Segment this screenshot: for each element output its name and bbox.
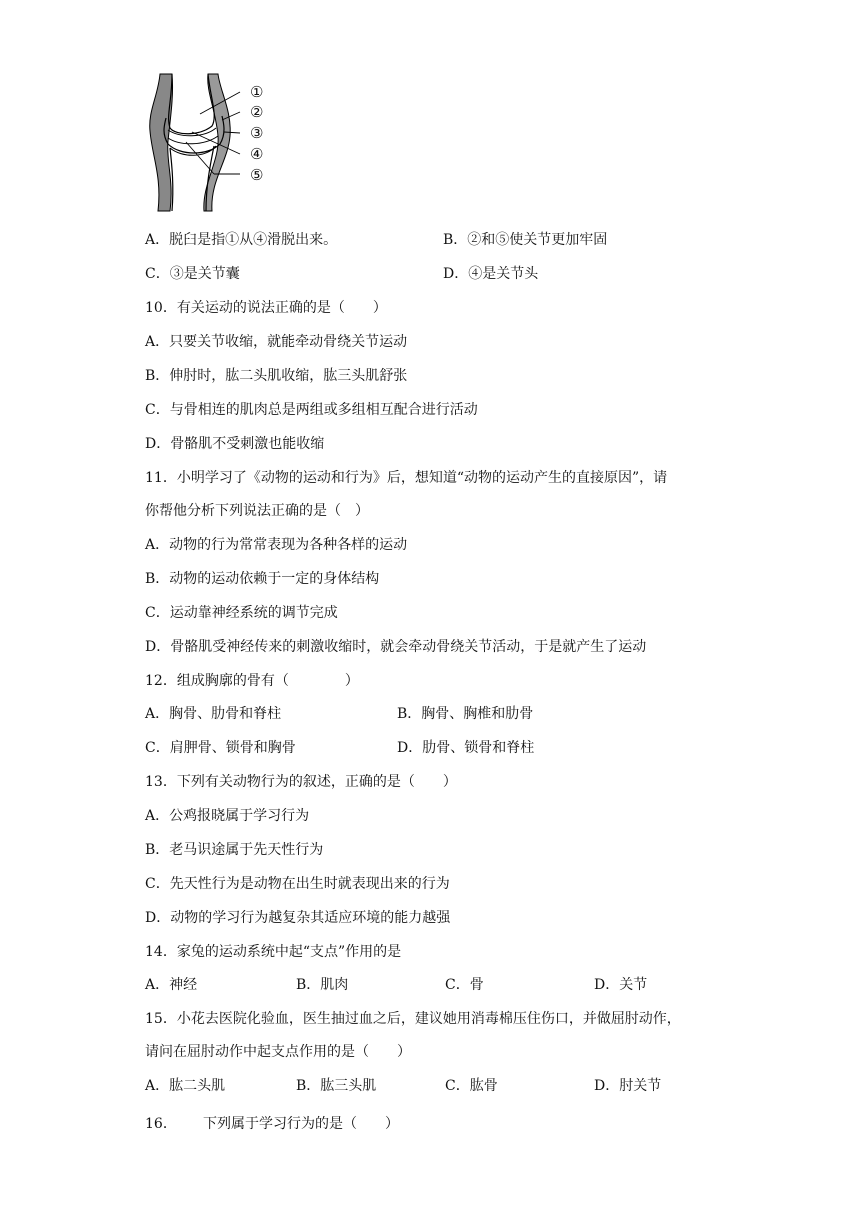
q10-option-a: A．只要关节收缩，就能牵动骨绕关节运动: [145, 334, 408, 350]
q13-option-a: A．公鸡报晓属于学习行为: [145, 808, 310, 824]
figure-label-1: ①: [250, 83, 264, 101]
q15-option-a: A．肱二头肌: [145, 1078, 226, 1094]
q14-option-a: A．神经: [145, 977, 198, 993]
q14-option-d: D．关节: [594, 977, 648, 993]
q13-option-d: D．动物的学习行为越复杂其适应环境的能力越强: [145, 910, 451, 926]
q16-number: 16．: [145, 1116, 177, 1132]
q10-stem: 10．有关运动的说法正确的是（ ）: [145, 300, 387, 316]
q15-stem-line2: 请问在屈肘动作中起支点作用的是（ ）: [145, 1044, 411, 1060]
q14-option-c: C．骨: [445, 977, 484, 993]
q13-option-b: B．老马识途属于先天性行为: [145, 842, 324, 858]
q12-option-a: A．胸骨、肋骨和脊柱: [145, 706, 282, 722]
q14-stem: 14．家兔的运动系统中起“支点”作用的是: [145, 944, 402, 960]
q15-option-c: C．肱骨: [445, 1078, 498, 1094]
q11-option-b: B．动物的运动依赖于一定的身体结构: [145, 571, 380, 587]
figure-label-3: ③: [250, 124, 264, 142]
q9-option-a: A．脱臼是指①从④滑脱出来。: [145, 232, 338, 248]
figure-label-5: ⑤: [250, 166, 264, 184]
q15-option-b: B．肱三头肌: [296, 1078, 377, 1094]
q11-option-d: D．骨骼肌受神经传来的刺激收缩时，就会牵动骨绕关节活动，于是就产生了运动: [145, 639, 647, 655]
q10-option-b: B．伸肘时，肱二头肌收缩，肱三头肌舒张: [145, 368, 408, 384]
joint-diagram: [140, 66, 280, 216]
q10-option-c: C．与骨相连的肌肉总是两组或多组相互配合进行活动: [145, 402, 478, 418]
q11-option-a: A．动物的行为常常表现为各种各样的运动: [145, 537, 408, 553]
q12-option-c: C．肩胛骨、锁骨和胸骨: [145, 740, 296, 756]
q12-option-b: B．胸骨、胸椎和肋骨: [397, 706, 534, 722]
q13-stem: 13．下列有关动物行为的叙述，正确的是（ ）: [145, 774, 457, 790]
q12-stem: 12．组成胸廓的骨有（ ）: [145, 673, 359, 689]
q16-stem: 下列属于学习行为的是（ ）: [203, 1116, 399, 1132]
q10-option-d: D．骨骼肌不受刺激也能收缩: [145, 436, 325, 452]
q9-option-d: D．④是关节头: [443, 266, 539, 282]
figure-label-2: ②: [250, 103, 264, 121]
q9-option-c: C．③是关节囊: [145, 266, 240, 282]
q11-option-c: C．运动靠神经系统的调节完成: [145, 605, 338, 621]
q11-stem-line2: 你帮他分析下列说法正确的是（ ）: [145, 503, 369, 519]
q14-option-b: B．肌肉: [296, 977, 349, 993]
q15-option-d: D．肘关节: [594, 1078, 662, 1094]
q11-stem-line1: 11．小明学习了《动物的运动和行为》后，想知道“动物的运动产生的直接原因”，请: [145, 470, 668, 486]
q13-option-c: C．先天性行为是动物在出生时就表现出来的行为: [145, 876, 450, 892]
figure-label-4: ④: [250, 145, 264, 163]
q12-option-d: D．肋骨、锁骨和脊柱: [397, 740, 535, 756]
q15-stem-line1: 15．小花去医院化验血，医生抽过血之后，建议她用消毒棉压住伤口，并做屈肘动作，: [145, 1011, 681, 1027]
q9-option-b: B．②和⑤使关节更加牢固: [443, 232, 608, 248]
